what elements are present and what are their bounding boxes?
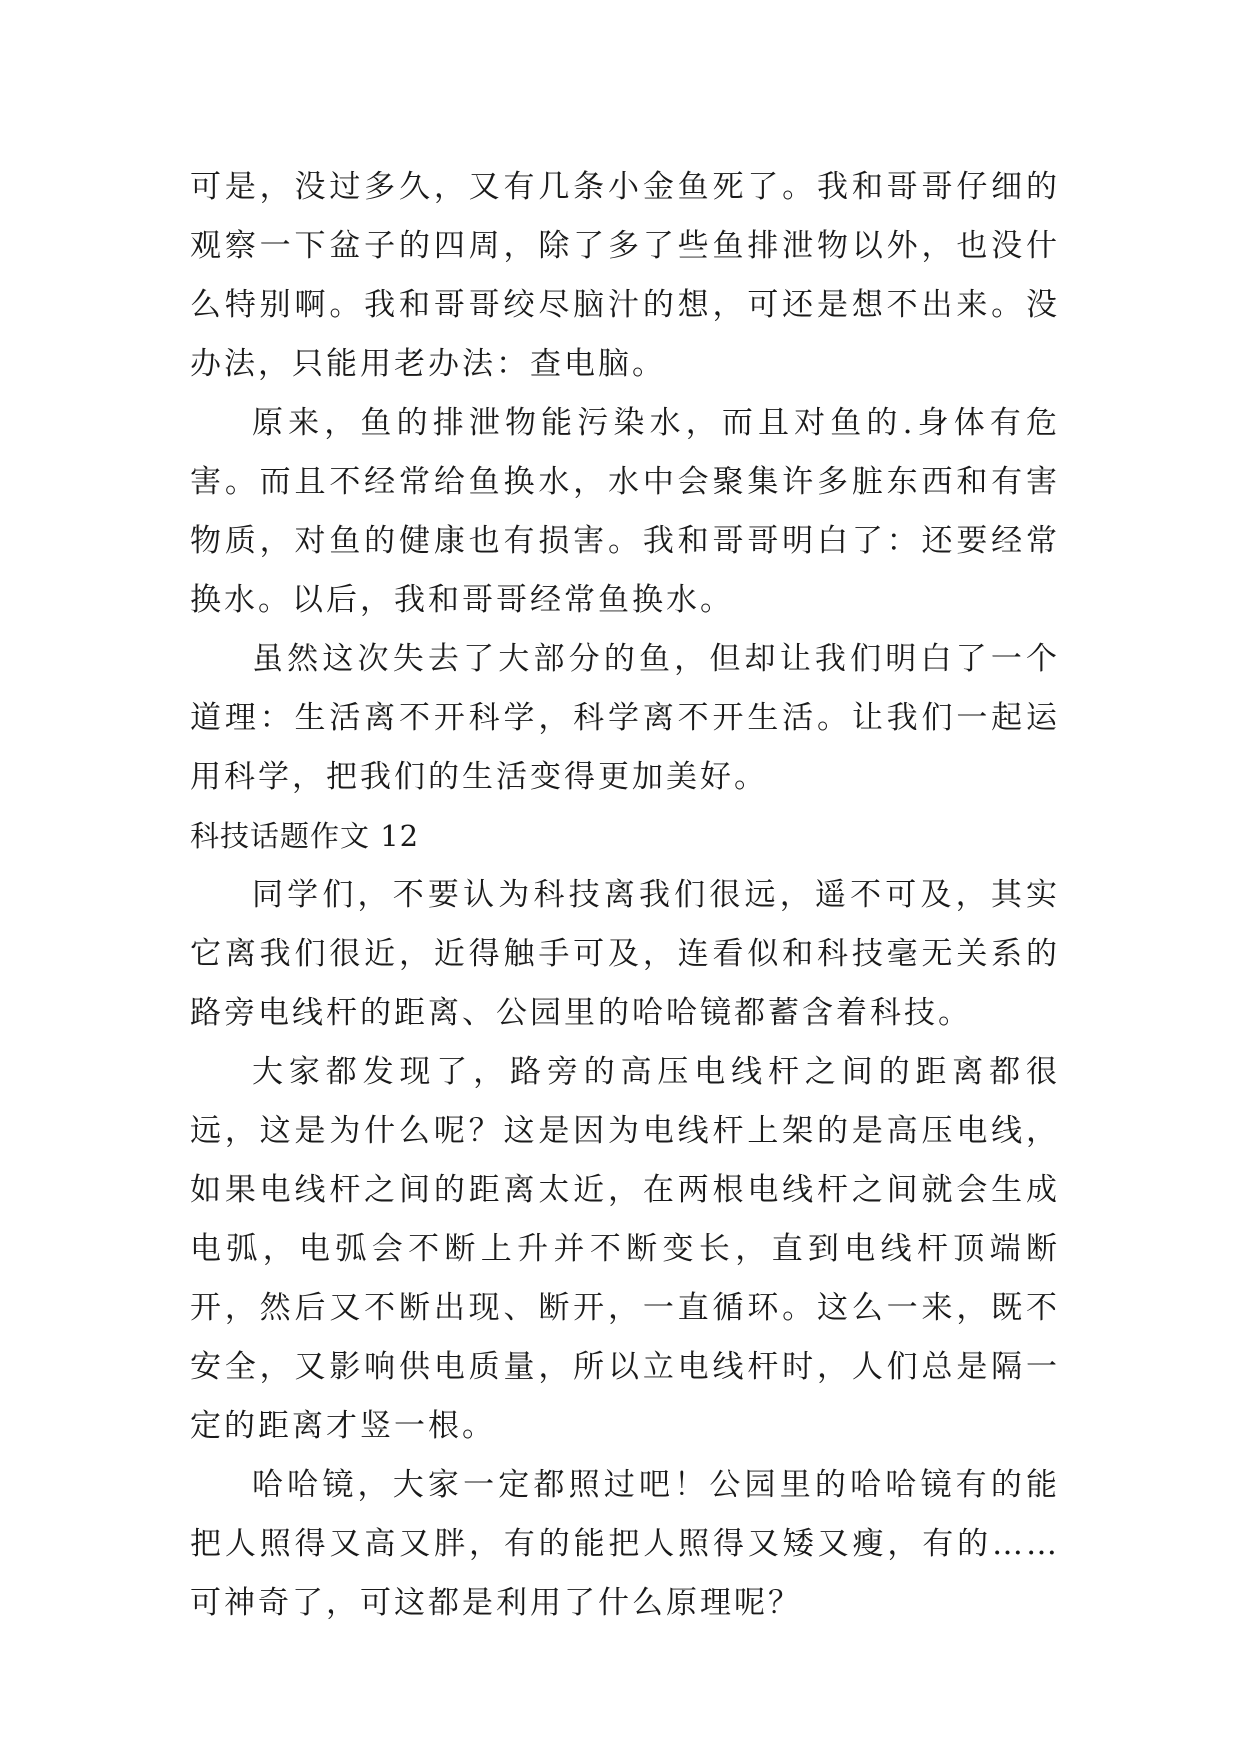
document-page [190, 158, 1060, 1633]
paragraph: 大家都发现了，路旁的高压电线杆之间的距离都很远，这是为什么呢？这是因为电线杆上架的是高压电线，如果电线杆之间的距离太近，在两根电线杆之间就会生成电弧，电弧会不断上升并不断变长，直到电线杆顶端断开，然后又不断出现、断开，一直循环。这么一来，既不安全，又影响供电质量，所以立电线杆时，人们总是隔一定的距离才竖一根。 [190, 1054, 1060, 1444]
paragraph: 原来，鱼的排泄物能污染水，而且对鱼的.身体有危害。而且不经常给鱼换水，水中会聚集许多脏东西和有害物质，对鱼的健康也有损害。我和哥哥明白了：还要经常换水。以后，我和哥哥经常鱼换水。 [190, 405, 1060, 618]
paragraph: 可是，没过多久，又有几条小金鱼死了。我和哥哥仔细的观察一下盆子的四周，除了多了些鱼排泄物以外，也没什么特别啊。我和哥哥绞尽脑汁的想，可还是想不出来。没办法，只能用老办法：查电脑。 [190, 169, 1060, 382]
section-heading: 科技话题作文 12 [190, 819, 420, 853]
paragraph: 虽然这次失去了大部分的鱼，但却让我们明白了一个道理：生活离不开科学，科学离不开生活。让我们一起运用科学，把我们的生活变得更加美好。 [190, 641, 1060, 795]
paragraph: 哈哈镜，大家一定都照过吧！公园里的哈哈镜有的能把人照得又高又胖，有的能把人照得又矮又瘦，有的……可神奇了，可这都是利用了什么原理呢？ [190, 1467, 1060, 1621]
paragraph: 同学们，不要认为科技离我们很远，遥不可及，其实它离我们很近，近得触手可及，连看似和科技毫无关系的路旁电线杆的距离、公园里的哈哈镜都蓄含着科技。 [190, 877, 1060, 1031]
